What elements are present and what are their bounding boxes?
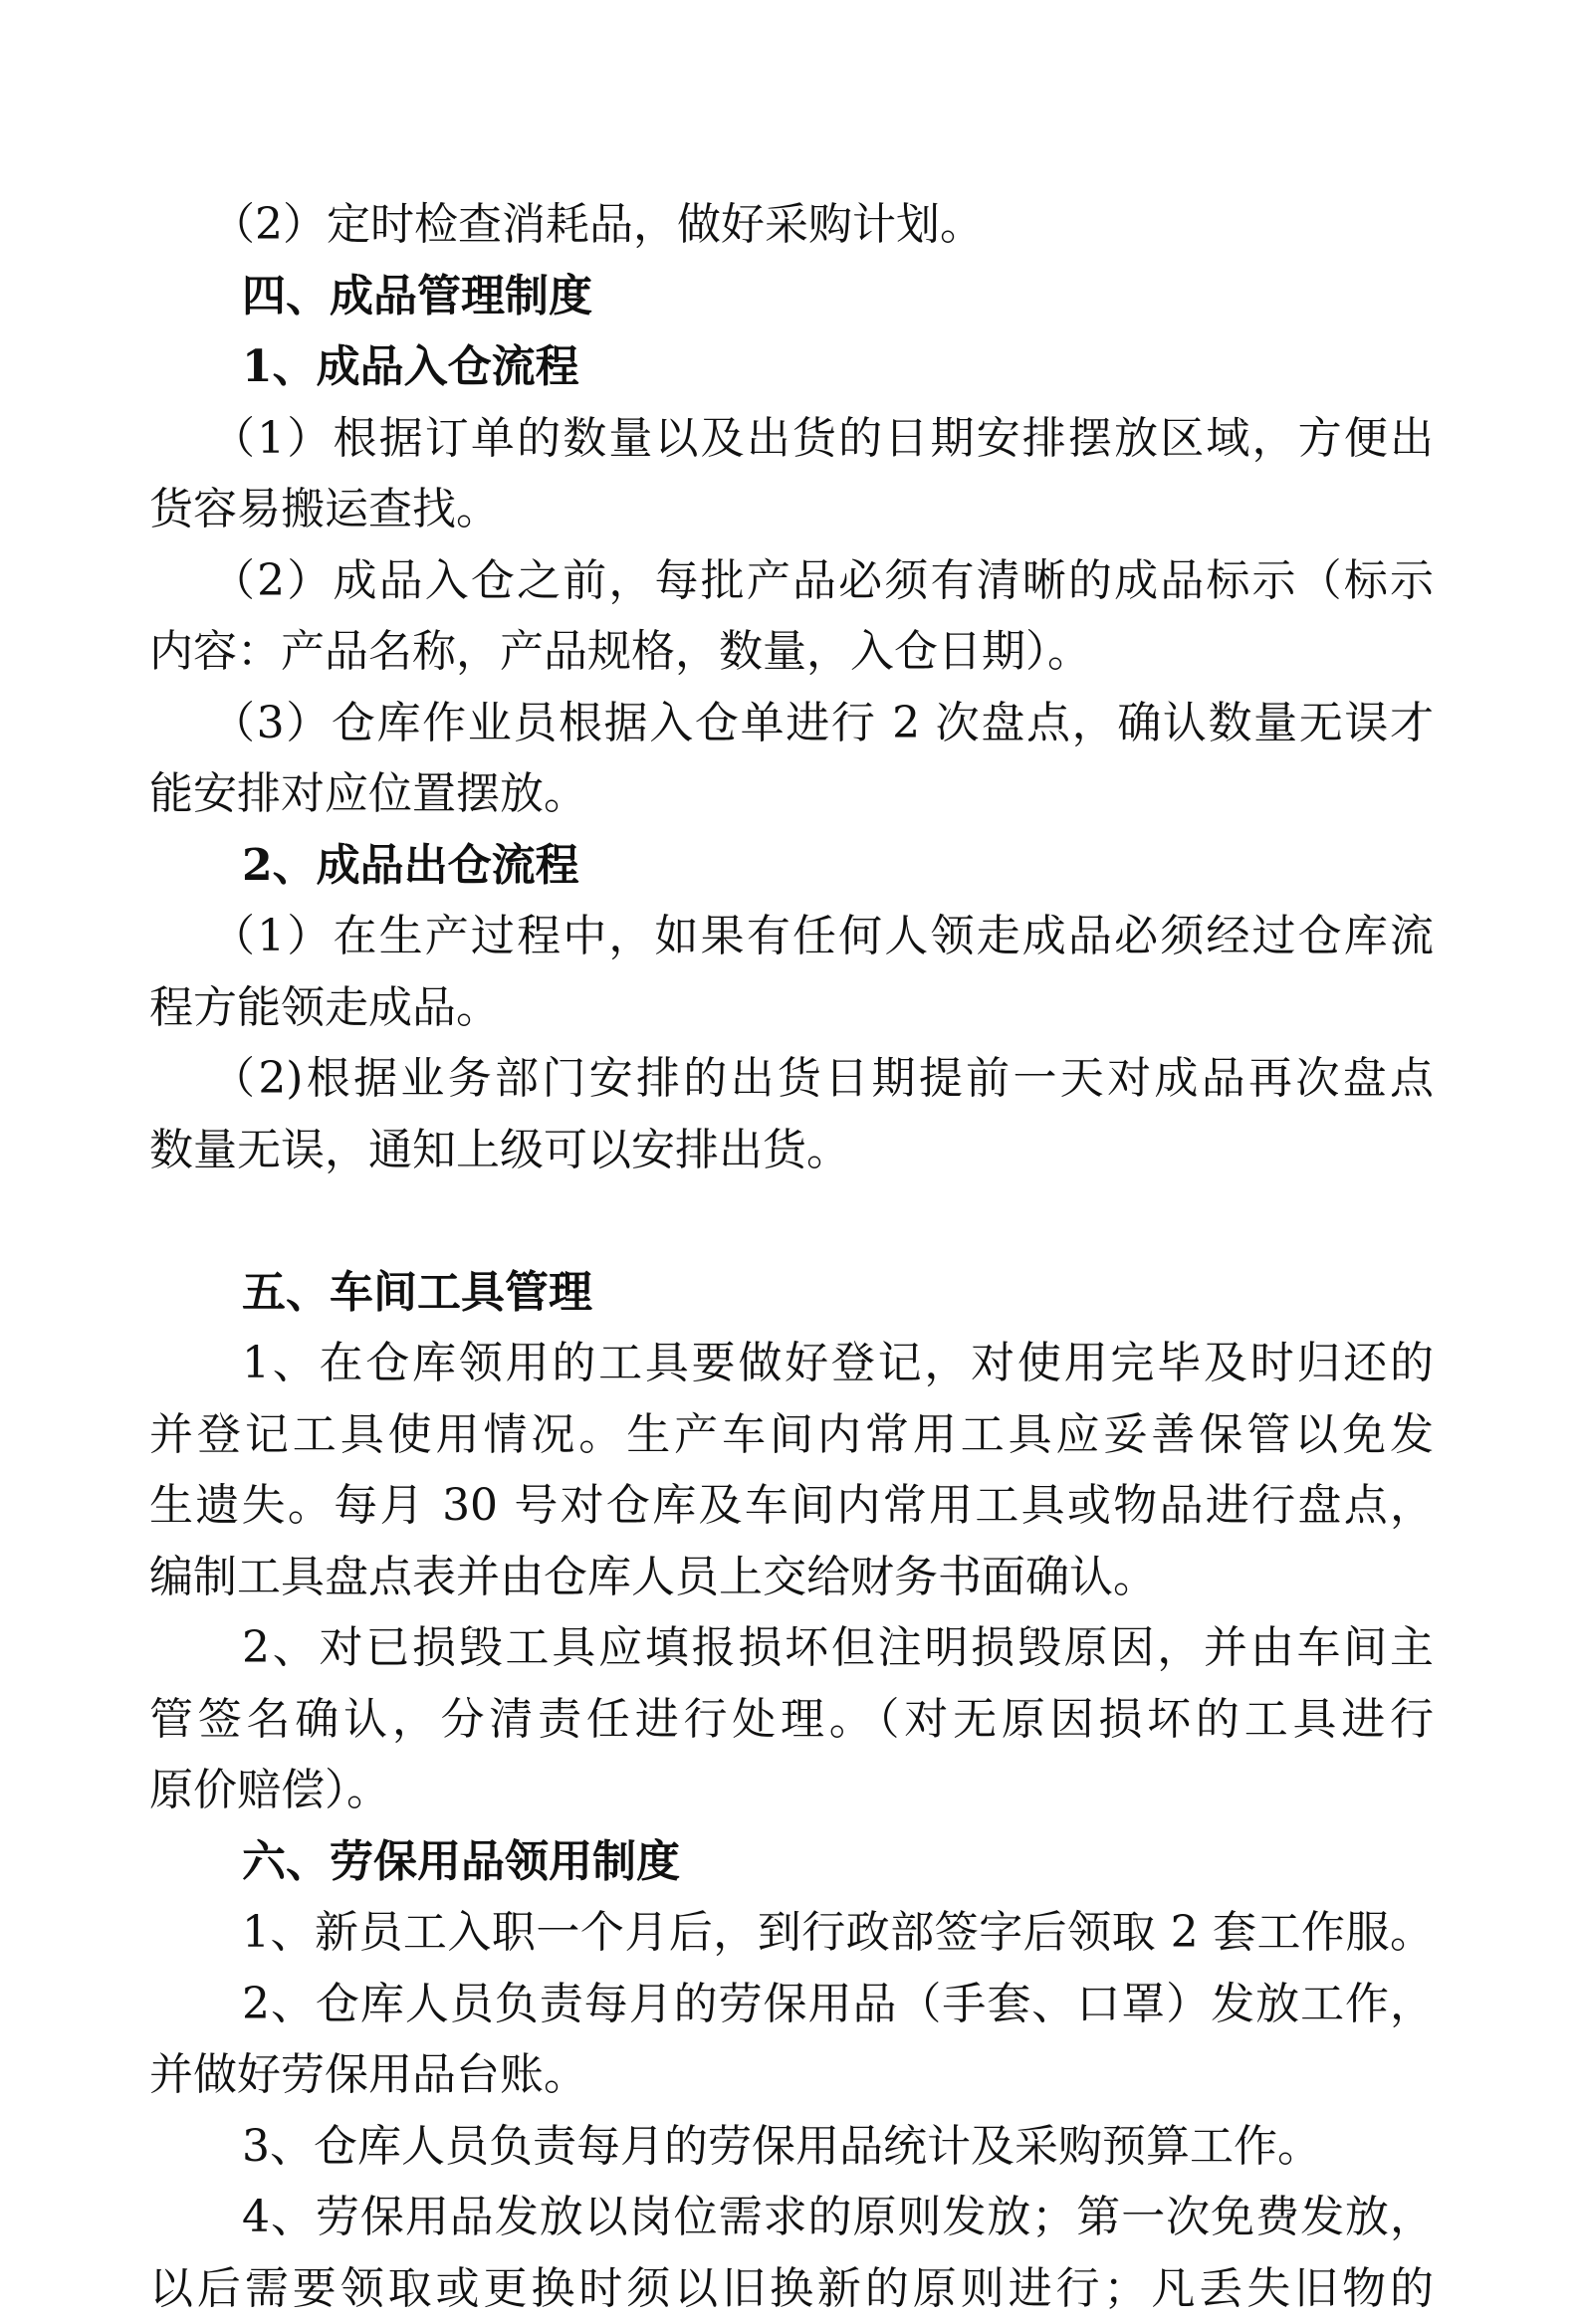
- paragraph-line: 生遗失。每月 30 号对仓库及车间内常用工具或物品进行盘点，: [149, 1470, 1434, 1542]
- paragraph-line: 并做好劳保用品台账。: [149, 2039, 1434, 2111]
- paragraph-line: 程方能领走成品。: [149, 972, 1434, 1044]
- paragraph-line: 内容：产品名称，产品规格，数量，入仓日期）。: [149, 616, 1434, 688]
- paragraph-line: 4、劳保用品发放以岗位需求的原则发放；第一次免费发放，: [149, 2182, 1434, 2253]
- paragraph-line: 以后需要领取或更换时须以旧换新的原则进行；凡丢失旧物的: [149, 2253, 1434, 2324]
- paragraph-line: 数量无误，通知上级可以安排出货。: [149, 1115, 1434, 1186]
- paragraph-line: （3）仓库作业员根据入仓单进行 2 次盘点，确认数量无误才: [149, 688, 1434, 759]
- paragraph-line: 1、在仓库领用的工具要做好登记，对使用完毕及时归还的: [149, 1328, 1434, 1399]
- document-page: [149, 189, 1434, 2324]
- paragraph-line: 3、仓库人员负责每月的劳保用品统计及采购预算工作。: [149, 2111, 1434, 2183]
- paragraph-line: （2)根据业务部门安排的出货日期提前一天对成品再次盘点: [149, 1043, 1434, 1115]
- paragraph-line: 1、新员工入职一个月后，到行政部签字后领取 2 套工作服。: [149, 1897, 1434, 1969]
- section-heading-5: 五、车间工具管理: [149, 1257, 1434, 1329]
- paragraph-line: （2）成品入仓之前，每批产品必须有清晰的成品标示（标示: [149, 545, 1434, 617]
- paragraph-line: （2）定时检查消耗品，做好采购计划。: [149, 189, 1434, 261]
- section-heading-4: 四、成品管理制度: [149, 261, 1434, 332]
- paragraph-line: （1）根据订单的数量以及出货的日期安排摆放区域，方便出: [149, 403, 1434, 475]
- paragraph-line: 管签名确认，分清责任进行处理。（对无原因损坏的工具进行: [149, 1684, 1434, 1756]
- paragraph-line: 2、仓库人员负责每月的劳保用品（手套、口罩）发放工作，: [149, 1969, 1434, 2040]
- paragraph-line: 货容易搬运查找。: [149, 474, 1434, 545]
- blank-line: [149, 1185, 1434, 1257]
- paragraph-line: （1）在生产过程中，如果有任何人领走成品必须经过仓库流: [149, 901, 1434, 972]
- paragraph-line: 编制工具盘点表并由仓库人员上交给财务书面确认。: [149, 1542, 1434, 1613]
- subsection-heading-4-2: 2、成品出仓流程: [149, 830, 1434, 902]
- paragraph-line: 2、对已损毁工具应填报损坏但注明损毁原因，并由车间主: [149, 1612, 1434, 1684]
- section-heading-6: 六、劳保用品领用制度: [149, 1826, 1434, 1898]
- subsection-heading-4-1: 1、成品入仓流程: [149, 331, 1434, 403]
- paragraph-line: 能安排对应位置摆放。: [149, 758, 1434, 830]
- paragraph-line: 原价赔偿）。: [149, 1755, 1434, 1826]
- paragraph-line: 并登记工具使用情况。生产车间内常用工具应妥善保管以免发: [149, 1399, 1434, 1471]
